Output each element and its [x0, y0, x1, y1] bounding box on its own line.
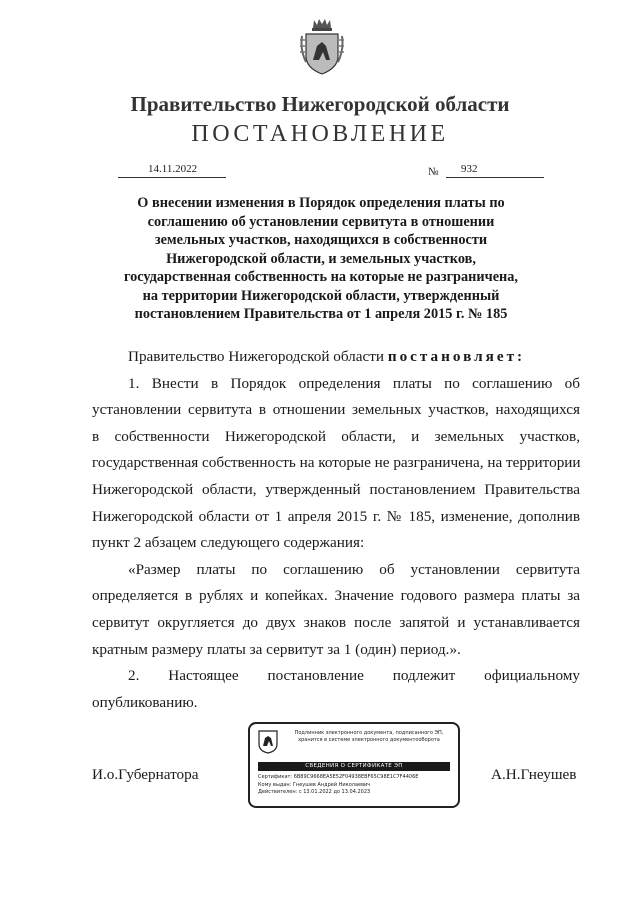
coat-of-arms-icon — [300, 16, 344, 78]
stamp-note-line: хранится в системе электронного документооборота — [298, 736, 440, 743]
body-line: сервитут округляется до двух знаков после запятой и устанавливается — [92, 613, 580, 631]
body-line: 1. Внести в Порядок определения платы по соглашению об — [128, 374, 580, 392]
stamp-info — [258, 774, 454, 797]
number-value: 932 — [461, 163, 478, 175]
body-line: государственная собственность на которые не разграничена, на территории — [92, 454, 581, 472]
document-subject — [96, 194, 546, 324]
body-line: определяется в рублях и копейках. Значение годового размера платы за — [92, 587, 580, 605]
intro-emphasis: постановляет: — [387, 348, 526, 365]
body-line: установлении сервитута в отношении земельных участков, находящихся — [92, 401, 580, 419]
body-line: пункт 2 абзацем следующего содержания: — [92, 534, 365, 552]
subject-line: О внесении изменения в Порядок определения платы по — [137, 195, 505, 211]
intro-line — [92, 344, 580, 371]
subject-line: на территории Нижегородской области, утвержденный — [142, 287, 500, 304]
body-line: в собственности Нижегородской области, и земельных участков, — [92, 427, 580, 445]
body-line: 2. Настоящее постановление подлежит официальному — [128, 667, 580, 685]
date-value: 14.11.2022 — [148, 163, 198, 175]
subject-line: Нижегородской области, и земельных участков, — [166, 250, 476, 267]
number-sign: № — [428, 166, 439, 178]
intro-prefix: Правительство Нижегородской области — [128, 348, 388, 365]
body-line: «Размер платы по соглашению об установлении сервитута — [128, 560, 580, 578]
body-line: Нижегородской области от 1 апреля 2015 г. № 185, изменение, дополнив — [92, 507, 580, 525]
number-underline — [446, 177, 544, 178]
document-type: ПОСТАНОВЛЕНИЕ — [191, 121, 449, 147]
electronic-signature-stamp — [248, 722, 460, 808]
stamp-valid: Действителен: с 13.01.2022 до 13.04.2023 — [258, 789, 371, 795]
signatory-position: И.о.Губернатора — [92, 766, 199, 783]
organization-name: Правительство Нижегородской области — [130, 92, 510, 116]
body-line: кратным размеру платы за сервитут за 1 (один) период.». — [92, 640, 461, 658]
stamp-issued-to: Кому выдан: Гнеушев Андрей Николаевич — [258, 781, 371, 788]
date-underline — [118, 177, 226, 178]
region-emblem-icon — [258, 730, 278, 754]
subject-line: государственная собственность на которые не разграничена, — [123, 269, 518, 285]
signatory-name: А.Н.Гнеушев — [491, 766, 577, 783]
stamp-certificate: Сертификат: 6B89C9668EA5E52F04938EBF65C98E1C7F4406E — [258, 774, 419, 780]
document-body — [92, 344, 580, 716]
subject-line: земельных участков, находящихся в собственности — [154, 232, 488, 248]
stamp-note — [286, 730, 452, 743]
stamp-title: СВЕДЕНИЯ О СЕРТИФИКАТЕ ЭП — [258, 762, 450, 771]
stamp-note-line: Подлинник электронного документа, подписанного ЭП, — [294, 730, 444, 736]
body-line: опубликованию. — [92, 693, 198, 711]
subject-line: постановлением Правительства от 1 апреля 2015 г. № 185 — [134, 306, 508, 322]
subject-line: соглашению об установлении сервитута в отношении — [147, 213, 495, 230]
body-line: Нижегородской области, утвержденный постановлением Правительства — [92, 480, 580, 498]
